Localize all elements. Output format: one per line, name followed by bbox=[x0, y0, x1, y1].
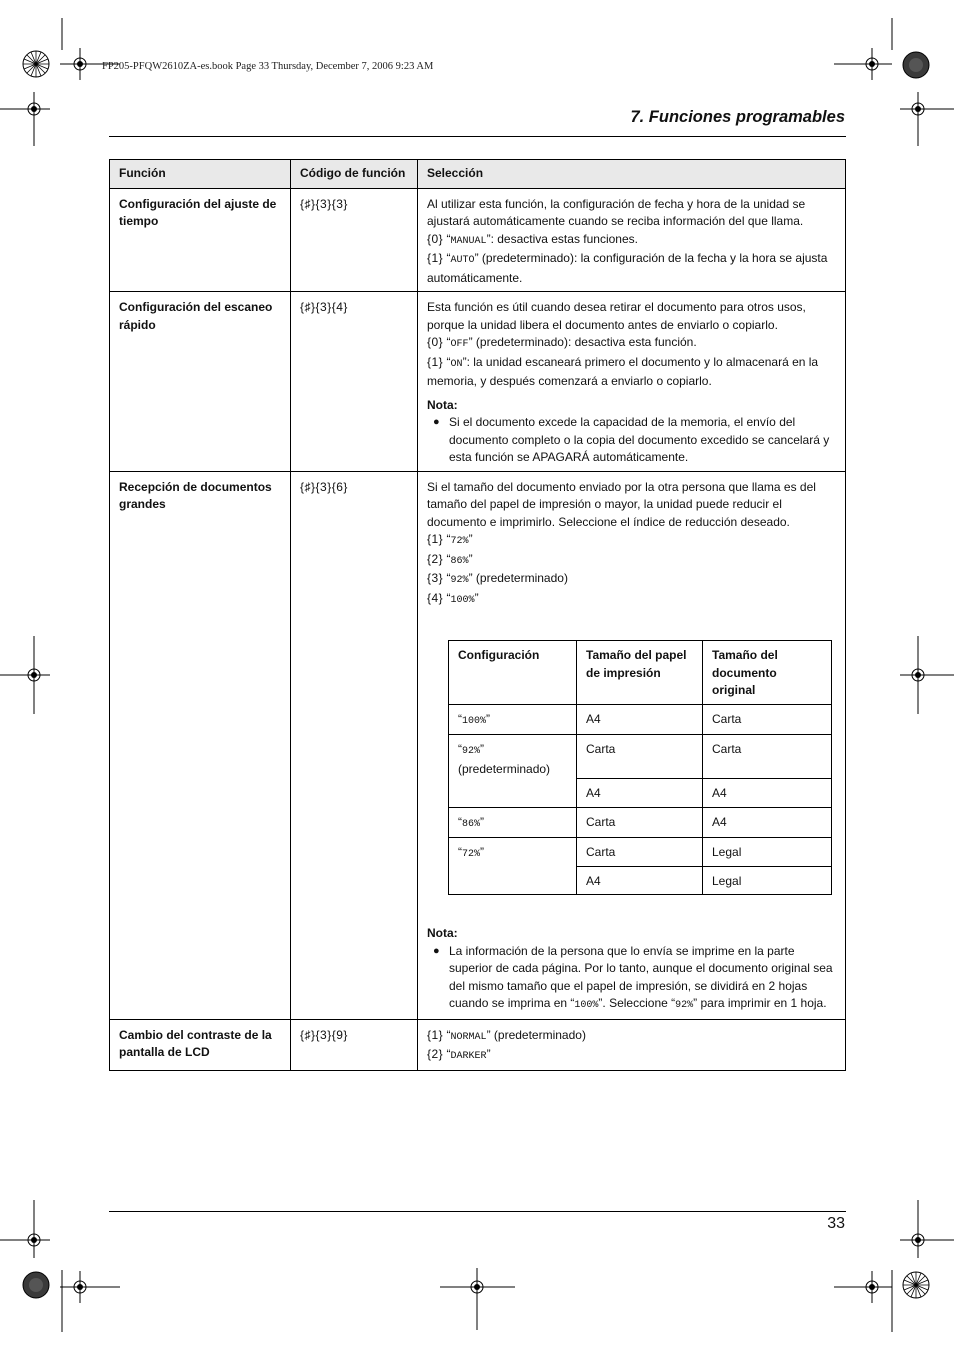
selection-intro: Al utilizar esta función, la configuración de fecha y hora de la unidad se ajustará automáticamente cuando se reciba información del que llama. bbox=[427, 196, 806, 228]
reduction-table bbox=[448, 640, 832, 895]
option-key: {1} bbox=[427, 532, 444, 546]
setting-value: 100% bbox=[462, 715, 487, 727]
original-size: Carta bbox=[703, 704, 832, 735]
paper-size: A4 bbox=[577, 704, 703, 735]
option-value: AUTO bbox=[450, 255, 475, 266]
selection-intro: Esta función es útil cuando desea retirar el documento para otros usos, porque la unidad libera el documento antes de enviarlo o copiarlo. bbox=[427, 300, 806, 332]
selection-cell bbox=[418, 1019, 846, 1070]
note-label: Nota: bbox=[427, 397, 458, 412]
option-key: {1} bbox=[427, 251, 444, 265]
footer-rule bbox=[109, 1211, 846, 1212]
option-line: {1} “AUTO” (predeterminado): la configuración de la fecha y la hora se ajusta automáticamente. bbox=[427, 251, 828, 285]
paper-size: Carta bbox=[577, 838, 703, 867]
table-row bbox=[110, 1019, 846, 1070]
option-key: {4} bbox=[427, 590, 444, 605]
reduction-header: Tamaño del papel de impresión bbox=[577, 641, 703, 705]
option-value: NORMAL bbox=[450, 1031, 487, 1043]
header-rule bbox=[109, 136, 846, 137]
note-label: Nota: bbox=[427, 926, 458, 940]
selection-cell bbox=[418, 188, 846, 292]
page-number: 33 bbox=[827, 1215, 845, 1232]
option-line: {1} “72%” bbox=[427, 532, 473, 547]
reduction-setting: “72%” bbox=[449, 838, 577, 895]
reduction-setting: “100%” bbox=[449, 704, 577, 735]
option-value: 100% bbox=[450, 594, 475, 606]
selection-cell bbox=[418, 292, 846, 472]
note-text: . Seleccione bbox=[602, 996, 672, 1010]
option-desc: (predeterminado) bbox=[472, 571, 568, 585]
option-key: {0} bbox=[427, 335, 444, 349]
paper-size: A4 bbox=[577, 866, 703, 895]
table-row bbox=[449, 838, 832, 867]
option-line: {2} “DARKER” bbox=[427, 1047, 491, 1062]
option-line: {3} “92%” (predeterminado) bbox=[427, 571, 568, 586]
selection-intro: Si el tamaño del documento enviado por la otra persona que llama es del tamaño del papel de impresión o mayor, la unidad puede reducir el documento e imprimirlo. Seleccione el índice de reducción deseado. bbox=[427, 479, 816, 529]
option-key: {1} bbox=[427, 354, 444, 369]
option-line: {4} “100%” bbox=[427, 590, 479, 606]
option-key: {1} bbox=[427, 1027, 444, 1042]
table-row bbox=[110, 188, 846, 292]
function-name: Configuración del escaneo rápido bbox=[110, 292, 291, 472]
table-row bbox=[110, 471, 846, 1019]
original-size: Legal bbox=[703, 866, 832, 895]
bullet-icon: ● bbox=[433, 944, 440, 957]
option-value: 92% bbox=[450, 575, 469, 586]
function-code: {♯}{3}{9} bbox=[291, 1019, 418, 1070]
paper-size: Carta bbox=[577, 735, 703, 779]
setting-note: (predeterminado) bbox=[458, 761, 551, 776]
option-line: {0} “OFF” (predeterminado): desactiva esta función. bbox=[427, 335, 697, 350]
option-key: {3} bbox=[427, 571, 444, 585]
function-code: {♯}{3}{4} bbox=[291, 292, 418, 472]
option-desc: (predeterminado) bbox=[490, 1027, 586, 1042]
option-desc: (predeterminado): la configuración de la fecha y la hora se ajusta automáticamente. bbox=[427, 251, 828, 285]
option-value: DARKER bbox=[450, 1051, 487, 1062]
option-value: MANUAL bbox=[450, 235, 487, 247]
reduction-setting: “92%” (predeterminado) bbox=[449, 735, 577, 808]
function-code: {♯}{3}{3} bbox=[291, 188, 418, 292]
original-size: A4 bbox=[703, 807, 832, 838]
note-bullet: ● La información de la persona que lo envía se imprime en la parte superior de cada página. Por lo tanto, aunque el documento original sea del mismo tamaño que el papel de impresión, se dividirá en 2 hojas cuando se imprima en “100%”. Seleccione “92%” para imprimir en 1 hoja. bbox=[433, 943, 833, 1011]
option-key: {0} bbox=[427, 231, 444, 246]
option-line: {0} “MANUAL”: desactiva estas funciones. bbox=[427, 231, 638, 247]
functions-table bbox=[109, 159, 846, 1071]
setting-value: 86% bbox=[462, 818, 481, 830]
original-size: Legal bbox=[703, 838, 832, 867]
option-line: {2} “86%” bbox=[427, 551, 473, 567]
function-code: {♯}{3}{6} bbox=[291, 471, 418, 1019]
note-text: Si el documento excede la capacidad de la memoria, el envío del documento completo o la copia del documento excedido se cancelará y esta función se APAGARÁ automáticamente. bbox=[449, 415, 830, 464]
reduction-header: Tamaño del documento original bbox=[703, 641, 832, 705]
selection-cell bbox=[418, 471, 846, 1019]
option-value: 86% bbox=[450, 555, 469, 567]
note-bullet bbox=[427, 414, 836, 467]
header-function: Función bbox=[110, 160, 291, 189]
original-size: Carta bbox=[703, 735, 832, 779]
section-title: 7. Funciones programables bbox=[630, 108, 845, 126]
header-selection: Selección bbox=[418, 160, 846, 189]
setting-value: 92% bbox=[462, 746, 481, 757]
table-header-row bbox=[110, 160, 846, 189]
function-name: Cambio del contraste de la pantalla de LCD bbox=[110, 1019, 291, 1070]
option-value: ON bbox=[450, 358, 463, 370]
table-row bbox=[449, 807, 832, 838]
option-line: {1} “ON”: la unidad escaneará primero el documento y lo almacenará en la memoria, y después comenzará a enviarlo o copiarlo. bbox=[427, 354, 819, 388]
table-row bbox=[110, 292, 846, 472]
note-text: La información de la persona que lo envía se imprime en la parte superior de cada página. Por lo tanto, aunque el documento original sea del mismo tamaño que el papel de impresión, se dividirá en 2 hojas cuando se imprima en bbox=[449, 943, 833, 1010]
option-value: OFF bbox=[450, 339, 469, 350]
option-desc: : la unidad escaneará primero el documento y lo almacenará en la memoria, y después comenzará a enviarlo o copiarlo. bbox=[427, 354, 819, 388]
paper-size: Carta bbox=[577, 807, 703, 838]
option-key: {2} bbox=[427, 551, 444, 566]
note-value: 100% bbox=[574, 1000, 599, 1011]
function-name: Recepción de documentos grandes bbox=[110, 471, 291, 1019]
table-row bbox=[449, 735, 832, 779]
option-desc: (predeterminado): desactiva esta función. bbox=[472, 335, 697, 349]
reduction-header-row bbox=[449, 641, 832, 705]
note-value: 92% bbox=[675, 1000, 694, 1011]
paper-size: A4 bbox=[577, 779, 703, 808]
note-text: para imprimir en 1 hoja. bbox=[697, 996, 827, 1010]
option-value: 72% bbox=[450, 536, 469, 547]
book-file-line: FP205-PFQW2610ZA-es.book Page 33 Thursday, December 7, 2006 9:23 AM bbox=[102, 61, 434, 72]
reduction-header: Configuración bbox=[449, 641, 577, 705]
option-desc: : desactiva estas funciones. bbox=[490, 231, 638, 246]
option-key: {2} bbox=[427, 1047, 444, 1061]
original-size: A4 bbox=[703, 779, 832, 808]
header-code: Código de función bbox=[291, 160, 418, 189]
function-name: Configuración del ajuste de tiempo bbox=[110, 188, 291, 292]
bullet-icon: ● bbox=[433, 416, 440, 428]
table-row bbox=[449, 704, 832, 735]
reduction-setting: “86%” bbox=[449, 807, 577, 838]
setting-value: 72% bbox=[462, 849, 481, 860]
option-line: {1} “NORMAL” (predeterminado) bbox=[427, 1027, 586, 1043]
